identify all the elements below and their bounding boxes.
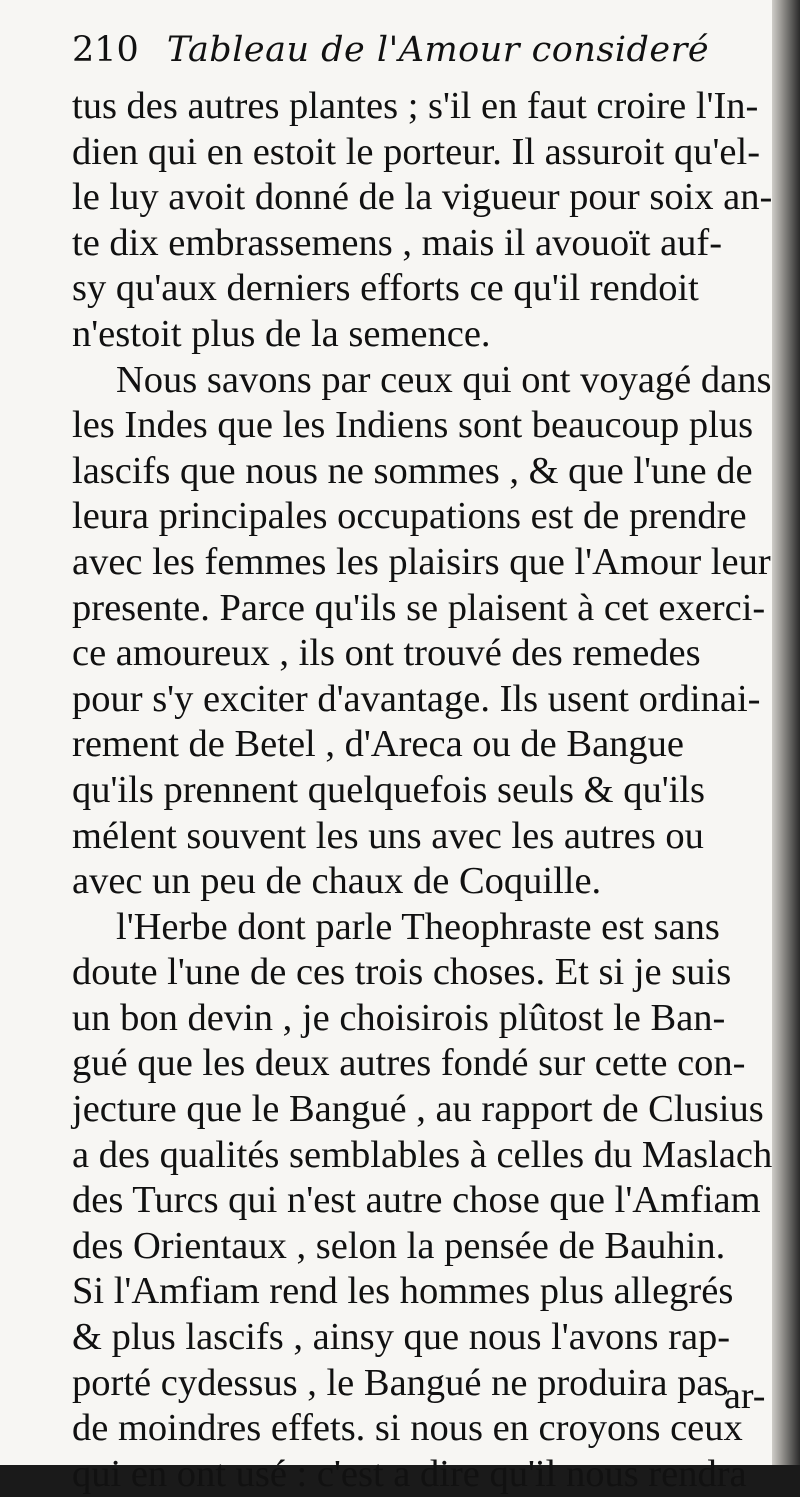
text-line: des Orientaux , selon la pensée de Bauhin. <box>72 1224 726 1267</box>
text-line: l'Herbe dont parle Theophraste est sans <box>116 905 720 948</box>
page-header <box>72 30 732 86</box>
body-text <box>72 84 773 1497</box>
text-line: rement de Betel , d'Areca ou de Bangue <box>72 723 684 766</box>
text-line: leura principales occupations est de prendre <box>72 495 747 538</box>
text-line: porté cydessus , le Bangué ne produira pas <box>72 1361 729 1404</box>
text-line: pour s'y exciter d'avantage. Ils usent ordinai- <box>72 677 761 720</box>
text-line: sy qu'aux derniers efforts ce qu'il rendoit <box>72 267 699 310</box>
text-line: lascifs que nous ne sommes , & que l'une de <box>72 449 753 492</box>
running-title: Tableau de l'Amour consideré <box>166 30 710 70</box>
text-line: un bon devin , je choisirois plûtost le Ban- <box>72 996 726 1039</box>
text-line: n'estoit plus de la semence. <box>72 312 491 355</box>
text-line: avec un peu de chaux de Coquille. <box>72 860 602 903</box>
text-line: les Indes que les Indiens sont beaucoup plus <box>72 404 754 447</box>
text-line: a des qualités semblables à celles du Maslach <box>72 1133 773 1176</box>
text-line: le luy avoit donné de la vigueur pour soix an- <box>72 176 773 219</box>
page-number: 210 <box>72 30 139 70</box>
text-line: des Turcs qui n'est autre chose que l'Amfiam <box>72 1179 761 1222</box>
text-line: qu'ils prennent quelquefois seuls & qu'ils <box>72 768 706 811</box>
text-line: gué que les deux autres fondé sur cette con- <box>72 1042 746 1085</box>
text-line: Nous savons par ceux qui ont voyagé dans <box>116 358 772 401</box>
text-line: dien qui en estoit le porteur. Il assuroit qu'el- <box>72 130 761 173</box>
catchword: ar- <box>724 1375 766 1417</box>
text-line: qui en ont usé : c'est a dire qu'il nous rendra <box>72 1452 747 1495</box>
text-line: te dix embrassemens , mais il avouoït auf- <box>72 221 723 264</box>
text-line: doute l'une de ces trois choses. Et si je suis <box>72 951 732 994</box>
text-line: jecture que le Bangué , au rapport de Clusius <box>72 1088 764 1131</box>
page-edge <box>772 0 800 1465</box>
text-line: de moindres effets. si nous en croyons ceux <box>72 1407 743 1450</box>
text-line: & plus lascifs , ainsy que nous l'avons rap- <box>72 1316 731 1359</box>
text-line: mélent souvent les uns avec les autres ou <box>72 814 704 857</box>
text-line: ce amoureux , ils ont trouvé des remedes <box>72 632 701 675</box>
text-line: tus des autres plantes ; s'il en faut croire l'In- <box>72 85 759 127</box>
text-line: avec les femmes les plaisirs que l'Amour leur <box>72 540 771 583</box>
text-line: Si l'Amfiam rend les hommes plus allegrés <box>72 1270 734 1313</box>
text-line: presente. Parce qu'ils se plaisent à cet exerci- <box>72 586 766 629</box>
